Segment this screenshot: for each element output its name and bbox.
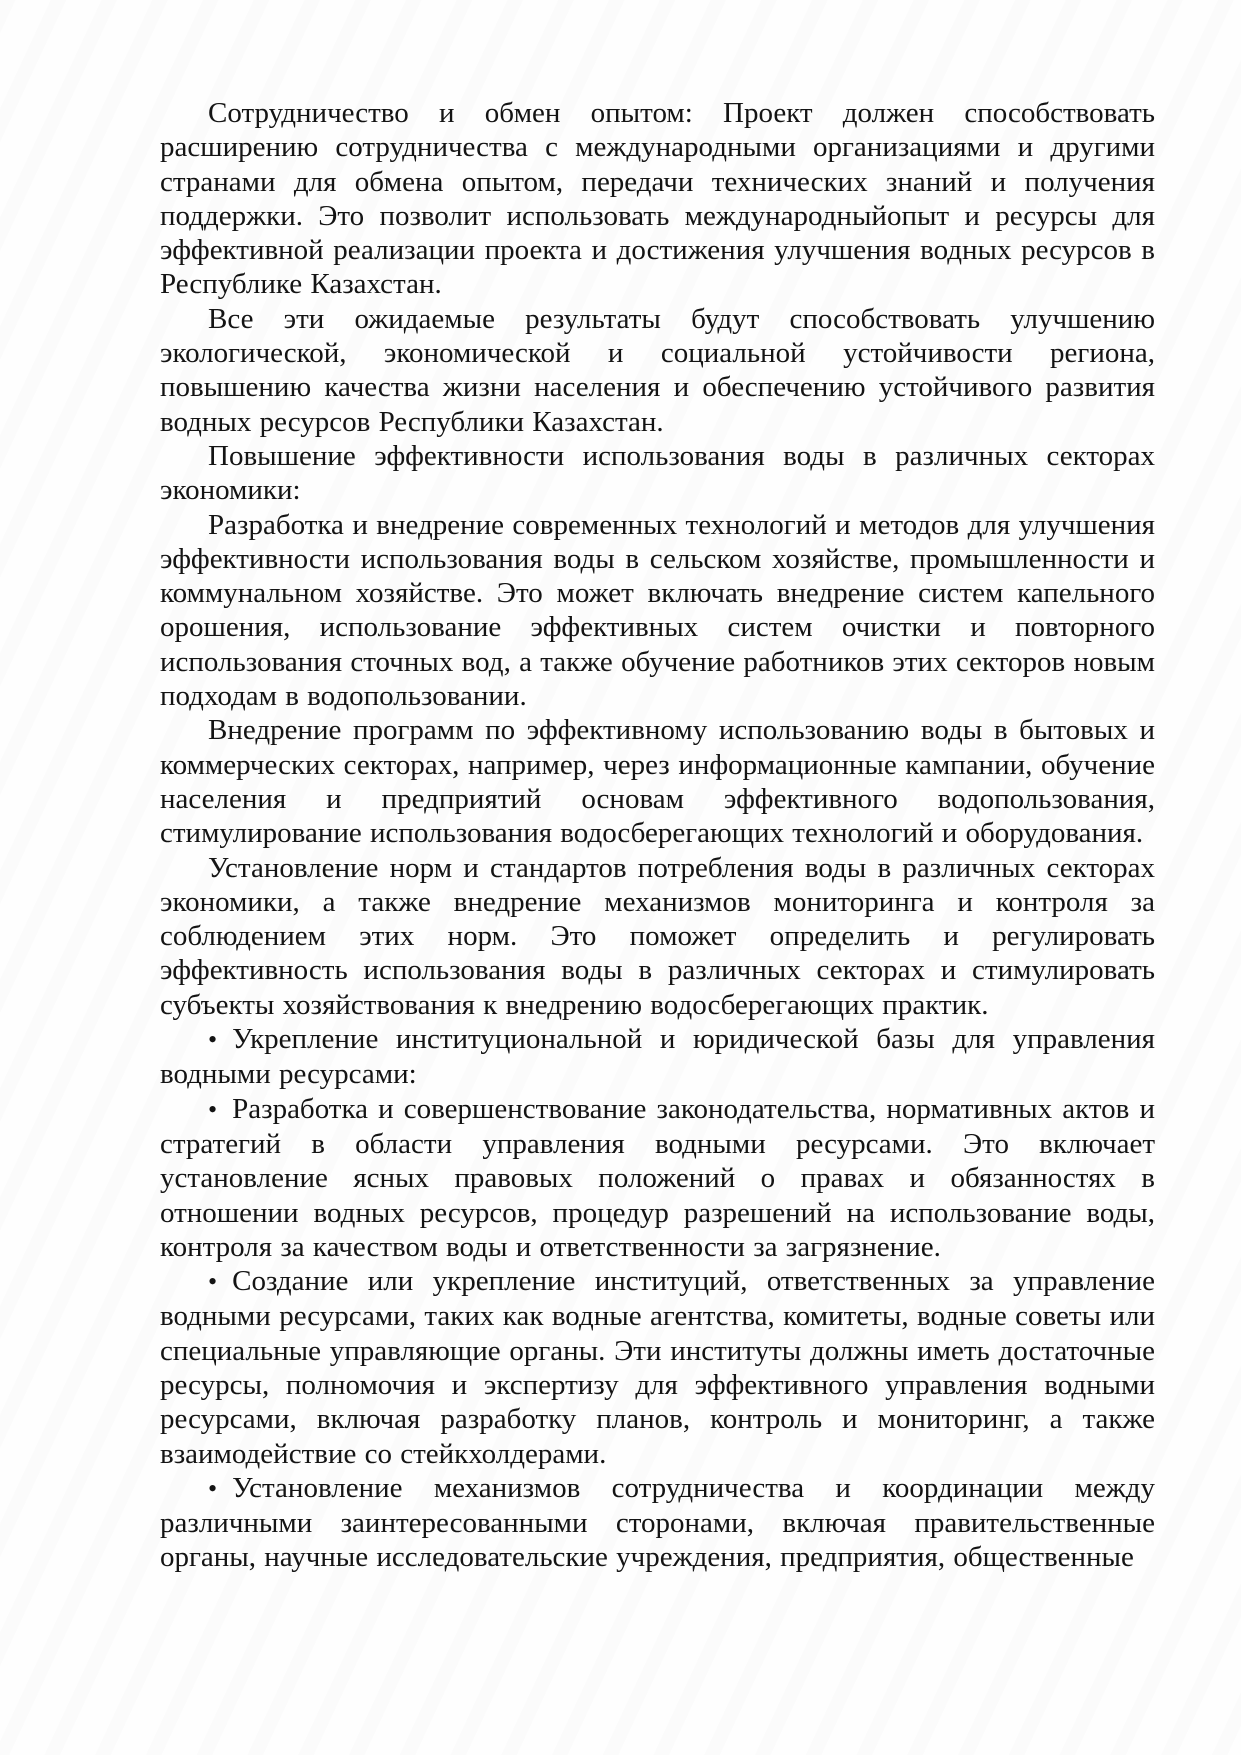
bullet-item (160, 1264, 1155, 1471)
paragraph: Повышение эффективности использования воды в различных секторах экономики: (160, 439, 1155, 507)
bullet-icon: • (208, 1094, 218, 1124)
paragraph: Внедрение программ по эффективному использованию воды в бытовых и коммерческих секторах, например, через информационные кампании, обучение населения и предприятий основам эффективного водопользования, стимулирование использования водосберегающих технологий и оборудования. (160, 714, 1155, 850)
bullet-item (160, 1092, 1155, 1264)
bullet-item (160, 1471, 1155, 1575)
paragraph: Установление норм и стандартов потребления воды в различных секторах экономики, а также внедрение механизмов мониторинга и контроля за соблюдением этих норм. Это поможет определить и регулировать эффективность использования воды в различных секторах и стимулировать субъекты хозяйствования к внедрению водосберегающих практик. (160, 851, 1155, 1021)
bullet-icon: • (208, 1025, 218, 1055)
bullet-icon: • (208, 1267, 218, 1297)
paragraph: Все эти ожидаемые результаты будут способствовать улучшению экологической, экономической и социальной устойчивости региона, повышению качества жизни населения и обеспечению устойчивого развития водных ресурсов Республики Казахстан. (160, 302, 1155, 438)
bullet-item-text: Установление механизмов сотрудничества и координации между различными заинтересованными сторонами, включая правительственные органы, научные исследовательские учреждения, предприятия, общественные (160, 1471, 1155, 1574)
bullet-item-text: Создание или укрепление институций, ответственных за управление водными ресурсами, таких как водные агентства, комитеты, водные советы или специальные управляющие органы. Эти институты должны иметь достаточные ресурсы, полномочия и экспертизу для эффективного управления водными ресурсами, включая разработку планов, контроль и мониторинг, а также взаимодействие со стейкхолдерами. (160, 1265, 1155, 1470)
paragraph: Разработка и внедрение современных технологий и методов для улучшения эффективности использования воды в сельском хозяйстве, промышленности и коммунальном хозяйстве. Это может включать внедрение систем капельного орошения, использование эффективных систем очистки и повторного использования сточных вод, а также обучение работников этих секторов новым подходам в водопользовании. (160, 508, 1155, 713)
bullet-icon: • (208, 1473, 218, 1503)
paragraph: Сотрудничество и обмен опытом: Проект должен способствовать расширению сотрудничества с международными организациями и другими странами для обмена опытом, передачи технических знаний и получения поддержки. Это позволит использовать международныйопыт и ресурсы для эффективной реализации проекта и достижения улучшения водных ресурсов в Республике Казахстан. (160, 97, 1155, 301)
bullet-item (160, 1022, 1155, 1092)
bullet-item-text: Разработка и совершенствование законодательства, нормативных актов и стратегий в области управления водными ресурсами. Это включает установление ясных правовых положений о правах и обязанностях в отношении водных ресурсов, процедур разрешений на использование воды, контроля за качеством воды и ответственности за загрязнение. (160, 1092, 1155, 1263)
bullet-item-text: Укрепление институциональной и юридической базы для управления водными ресурсами: (160, 1023, 1155, 1091)
document-text-block (160, 96, 1155, 1575)
